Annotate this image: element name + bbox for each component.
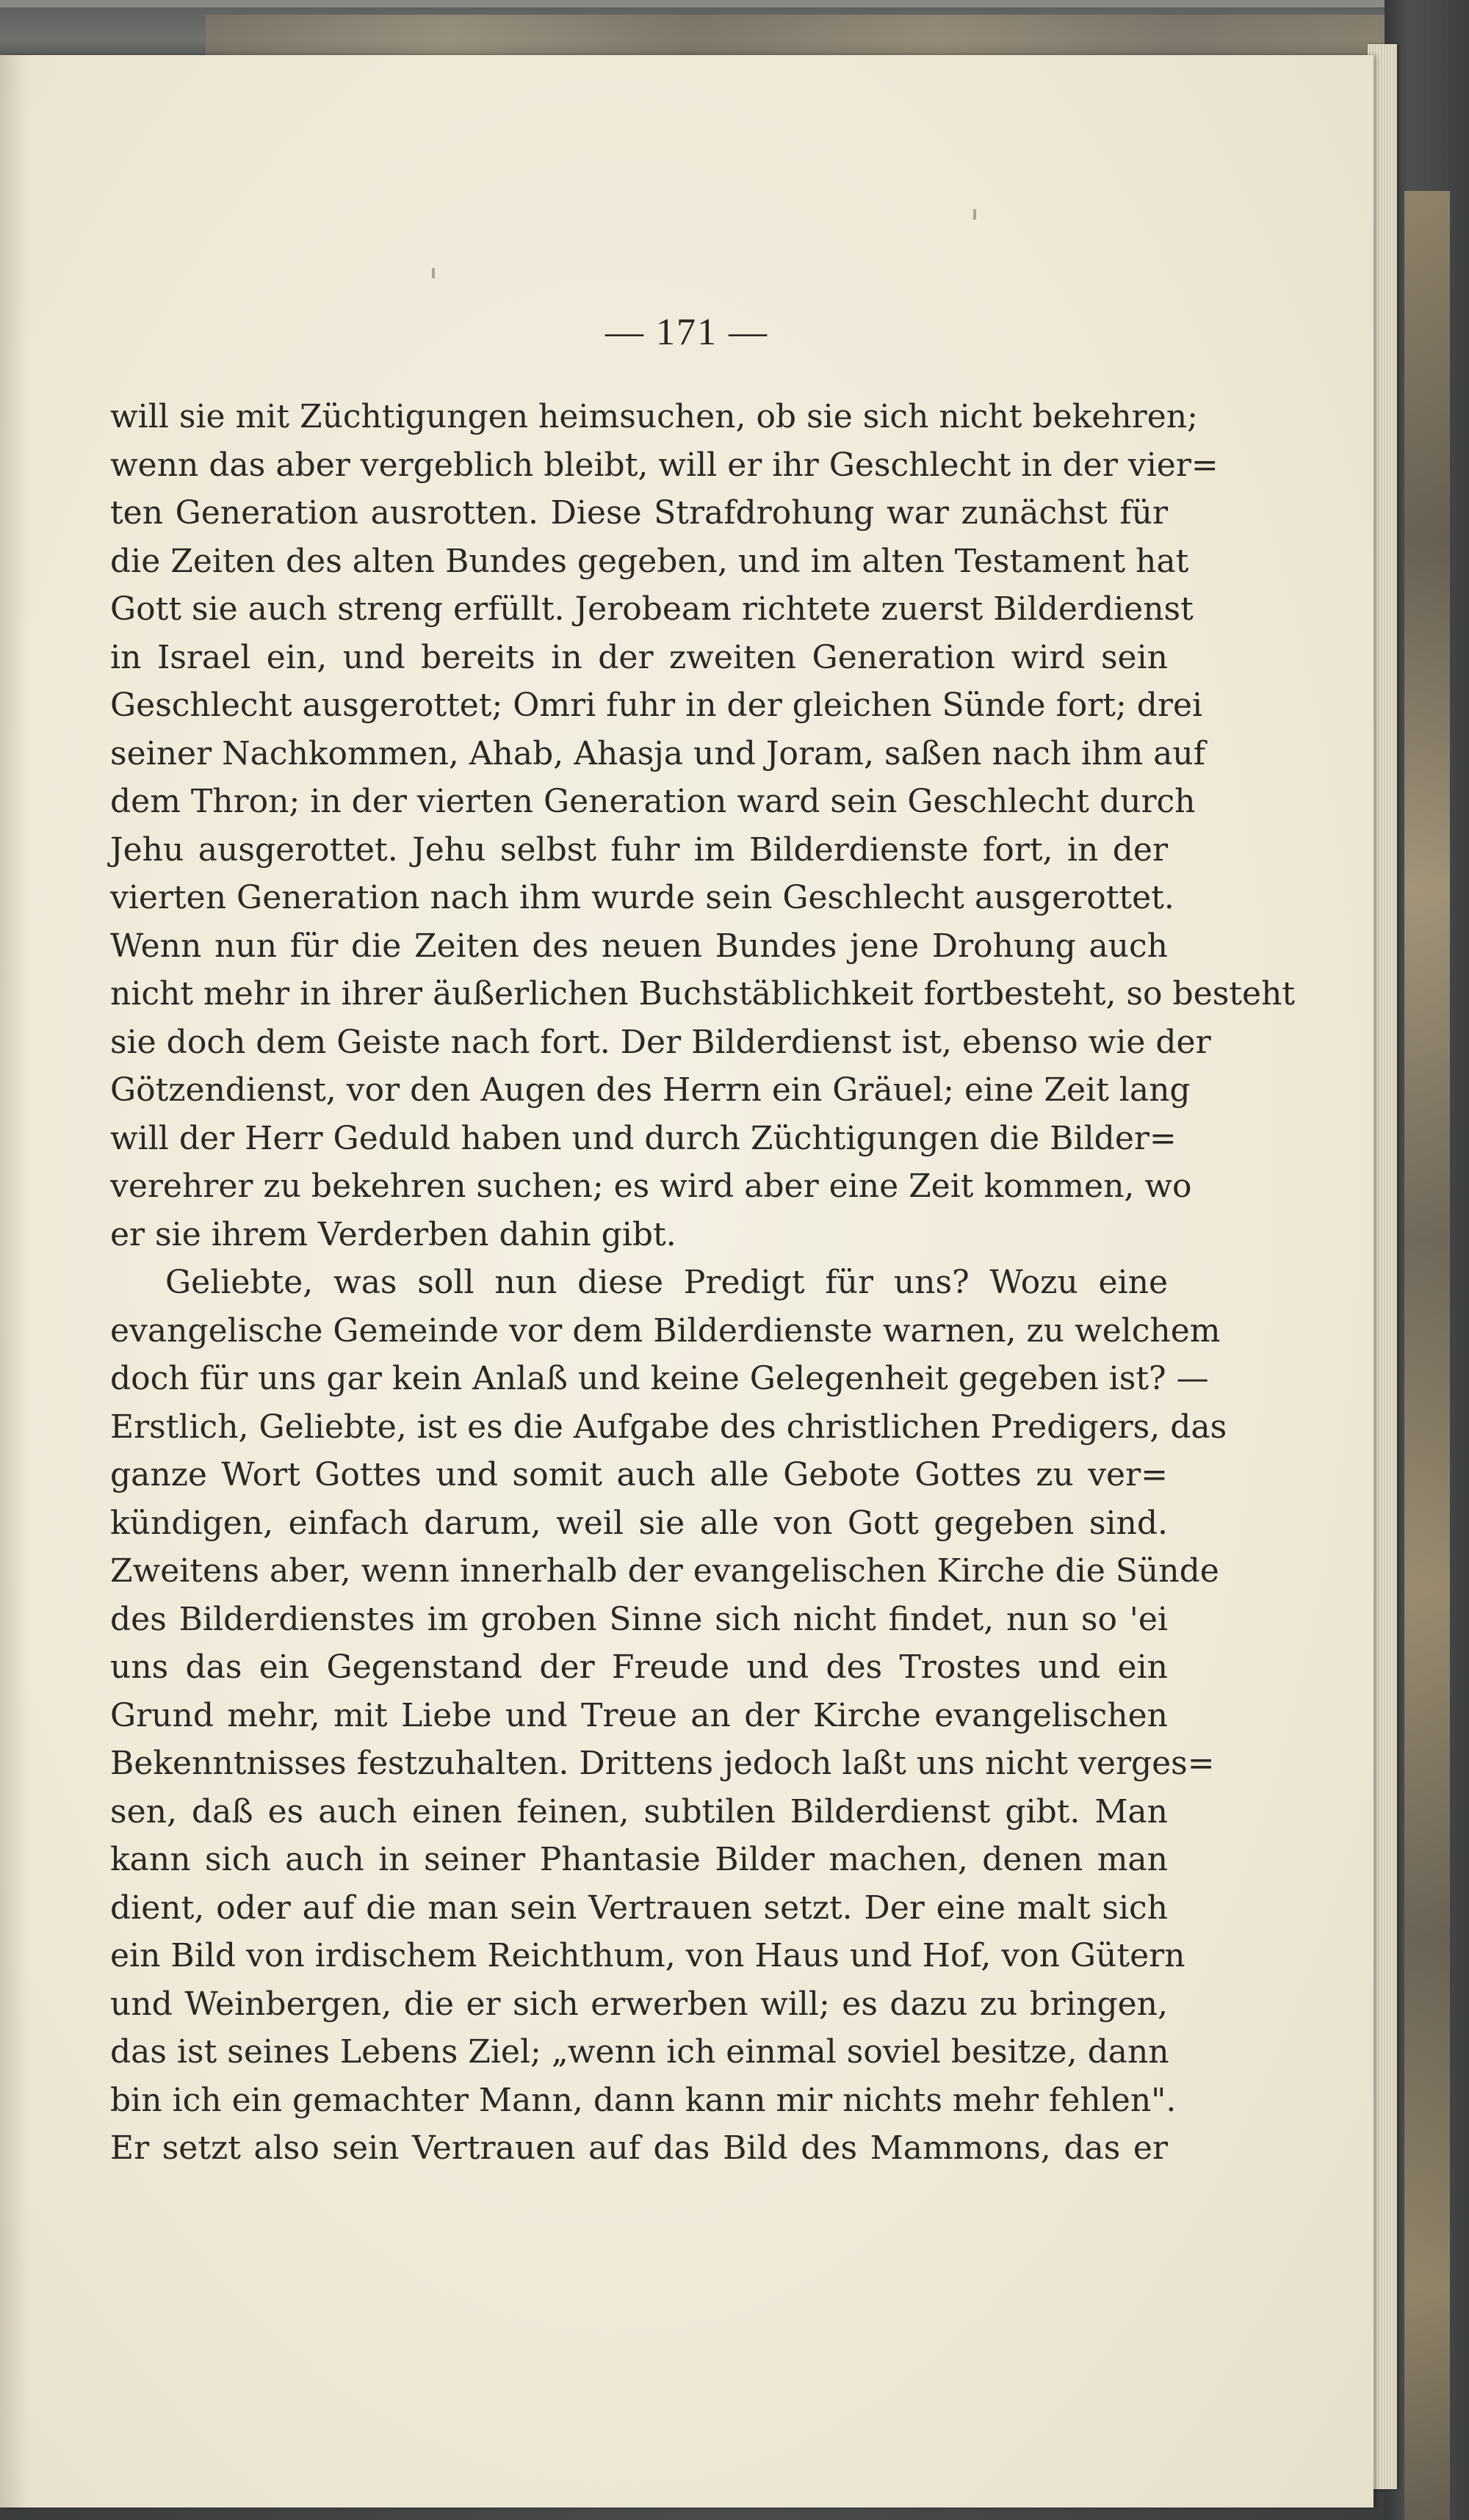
text-line: Erstlich, Geliebte, ist es die Aufgabe des christlichen Predigers, das — [110, 1408, 1227, 1446]
body-text — [110, 393, 1296, 2173]
text-line: Bekenntnisses festzuhalten. Drittens jedoch laßt uns nicht verges= — [110, 1745, 1215, 1782]
text-line: will sie mit Züchtigungen heimsuchen, ob sie sich nicht bekehren; — [110, 398, 1198, 435]
cover-edge — [0, 0, 1469, 7]
text-line: des Bilderdienstes im groben Sinne sich nicht findet, nun so 'ei — [110, 1600, 1168, 1638]
text-line: Wenn nun für die Zeiten des neuen Bundes jene Drohung auch — [110, 927, 1168, 965]
text-line: dem Thron; in der vierten Generation ward sein Geschlecht durch — [110, 783, 1196, 820]
text-line: Götzendienst, vor den Augen des Herrn ein Gräuel; eine Zeit lang — [110, 1071, 1191, 1109]
marbled-endpaper-top — [206, 15, 1425, 59]
text-line: sen, daß es auch einen feinen, subtilen Bilderdienst gibt. Man — [110, 1792, 1168, 1831]
text-line: ein Bild von irdischem Reichthum, von Haus und Hof, von Gütern — [110, 1937, 1185, 1974]
text-line: uns das ein Gegenstand der Freude und des Trostes und ein — [110, 1648, 1168, 1686]
text-line: ten Generation ausrotten. Diese Strafdrohung war zunächst für — [110, 494, 1168, 532]
paper-speck — [432, 268, 435, 278]
page-gutter-shadow — [0, 55, 29, 2508]
text-line: ganze Wort Gottes und somit auch alle Gebote Gottes zu ver= — [110, 1456, 1168, 1493]
text-line: kündigen, einfach darum, weil sie alle von Gott gegeben sind. — [110, 1504, 1168, 1542]
text-line: kann sich auch in seiner Phantasie Bilder machen, denen man — [110, 1841, 1168, 1878]
text-line: will der Herr Geduld haben und durch Züchtigungen die Bilder= — [110, 1119, 1177, 1157]
text-line: verehrer zu bekehren suchen; es wird aber eine Zeit kommen, wo — [110, 1167, 1192, 1205]
text-line: Gott sie auch streng erfüllt. Jerobeam richtete zuerst Bilderdienst — [110, 590, 1194, 628]
text-line: nicht mehr in ihrer äußerlichen Buchstäblichkeit fortbesteht, so besteht — [110, 975, 1296, 1013]
text-line: vierten Generation nach ihm wurde sein Geschlecht ausgerottet. — [110, 879, 1174, 916]
text-line-paragraph-end: er sie ihrem Verderben dahin gibt. — [110, 1215, 676, 1253]
page-number: — 171 — — [605, 311, 768, 353]
text-line: evangelische Gemeinde vor dem Bilderdienste warnen, zu welchem — [110, 1311, 1221, 1350]
text-line-paragraph-start: Geliebte, was soll nun diese Predigt für uns? Wozu eine — [165, 1264, 1168, 1301]
paper-speck — [973, 209, 976, 220]
marbled-endpaper-right — [1404, 191, 1450, 2520]
text-line: die Zeiten des alten Bundes gegeben, und im alten Testament hat — [110, 542, 1189, 580]
text-line: doch für uns gar kein Anlaß und keine Gelegenheit gegeben ist? — — [110, 1360, 1209, 1397]
text-line: und Weinbergen, die er sich erwerben will; es dazu zu bringen, — [110, 1985, 1168, 2023]
text-line: bin ich ein gemachter Mann, dann kann mir nichts mehr fehlen". — [110, 2081, 1177, 2119]
book-page — [0, 55, 1374, 2508]
text-line: seiner Nachkommen, Ahab, Ahasja und Joram, saßen nach ihm auf — [110, 734, 1206, 772]
text-line: Grund mehr, mit Liebe und Treue an der Kirche evangelischen — [110, 1696, 1168, 1734]
text-line: das ist seines Lebens Ziel; „wenn ich einmal soviel besitze, dann — [110, 2033, 1169, 2071]
text-line: Jehu ausgerottet. Jehu selbst fuhr im Bilderdienste fort, in der — [110, 830, 1168, 869]
text-line: in Israel ein, und bereits in der zweiten Generation wird sein — [110, 638, 1168, 676]
text-line: dient, oder auf die man sein Vertrauen setzt. Der eine malt sich — [110, 1889, 1168, 1927]
text-line: sie doch dem Geiste nach fort. Der Bilderdienst ist, ebenso wie der — [110, 1023, 1211, 1061]
text-line: Geschlecht ausgerottet; Omri fuhr in der gleichen Sünde fort; drei — [110, 687, 1203, 724]
text-line: wenn das aber vergeblich bleibt, will er ihr Geschlecht in der vier= — [110, 446, 1219, 484]
text-line: Zweitens aber, wenn innerhalb der evangelischen Kirche die Sünde — [110, 1552, 1219, 1590]
text-line: Er setzt also sein Vertrauen auf das Bild des Mammons, das er — [110, 2129, 1168, 2167]
